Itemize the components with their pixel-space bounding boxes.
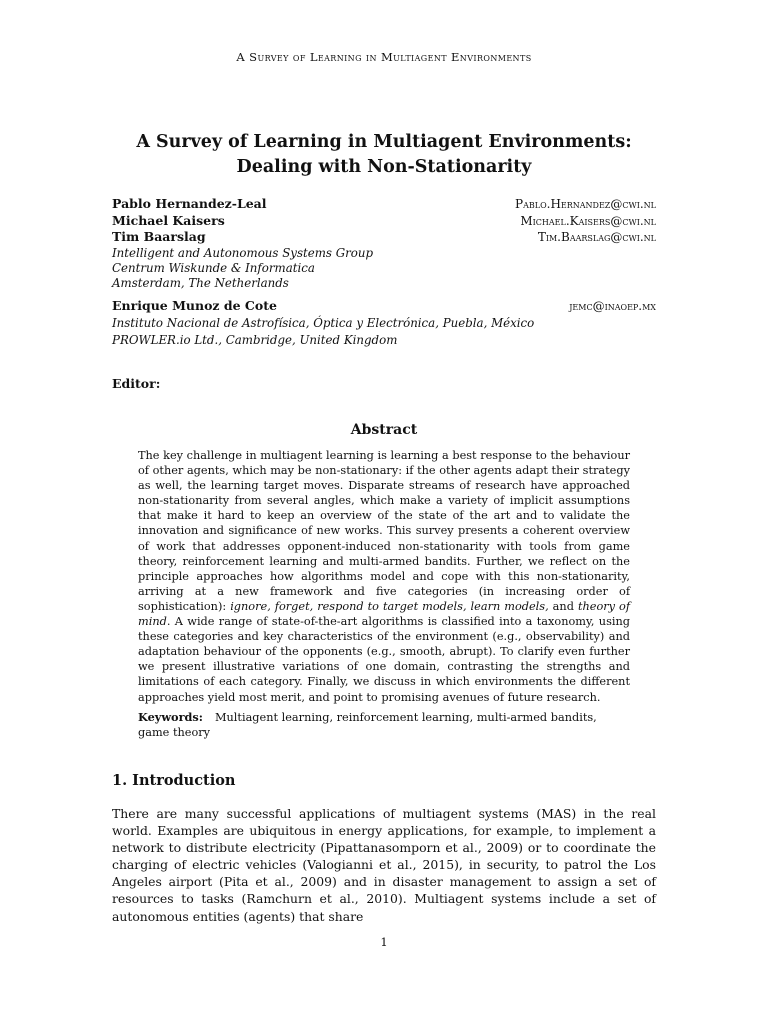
abstract-heading: Abstract	[350, 422, 418, 438]
paper-title	[112, 130, 656, 180]
author-email[interactable]: jemc@inaoep.mx	[569, 299, 656, 313]
keywords	[138, 710, 630, 740]
abstract-theory-of-mind: theory of mind	[138, 599, 631, 629]
affiliation-line: Instituto Nacional de Astrofísica, Óptica y Electrónica, Puebla, México	[112, 315, 535, 330]
author-row	[112, 196, 656, 213]
page-number: 1	[380, 935, 388, 949]
author-name: Tim Baarslag	[112, 229, 206, 244]
author-email[interactable]: Michael.Kaisers@cwi.nl	[520, 213, 656, 228]
author-name: Pablo Hernandez-Leal	[112, 196, 267, 211]
title-line-1: A Survey of Learning in Multiagent Environments:	[136, 132, 632, 152]
affiliation-line: Centrum Wiskunde & Informatica	[112, 260, 315, 275]
author-block-2	[112, 298, 656, 349]
introduction-text: There are many successful applications of multiagent systems (MAS) in the real world. Examples are ubiquitous in energy applications, for example, to implement a network to distribute electricity (Pipattanasomporn et al., 2009) or to coordinate the charging of electric vehicles (Valogianni et al., 2015), in security, to patrol the Los Angeles airport (Pita et al., 2009) and in disaster management to assign a set of resources to tasks (Ramchurn et al., 2010). Multiagent systems include a set of autonomous entities (agents) that share	[112, 806, 656, 924]
running-head: A Survey of Learning in Multiagent Environments	[236, 50, 532, 64]
abstract-text	[138, 448, 630, 705]
abstract-text-part: . A wide range of state-of-the-art algorithms is classified into a taxonomy, using these categories and key characteristics of the environment (e.g., observability) and adaptation behaviour of the opponents (e.g., smooth, abrupt). To clarify even further we present illustrative variations of one domain, contrasting the strengths and limitations of each category. Finally, we discuss in which environments the different approaches yield most merit, and point to promising avenues of future research.	[138, 615, 630, 704]
abstract-text-part: The key challenge in multiagent learning is learning a best response to the behaviour of other agents, which may be non-stationary: if the other agents adapt their strategy as well, the learning target moves. Disparate streams of research have approached non-stationarity from several angles, which make a variety of implicit assumptions that make it hard to keep an overview of the state of the art and to validate the innovation and significance of new works. This survey presents a coherent overview of work that addresses opponent-induced non-stationarity with tools from game theory, reinforcement learning and multi-armed bandits. Further, we reflect on the principle approaches how algorithms model and cope with this non-stationarity, arriving at a new framework and five categories (in increasing order of sophistication):	[138, 449, 630, 613]
keywords-label: Keywords:	[138, 710, 203, 724]
abstract-text-part: and	[548, 599, 578, 613]
editor-label: Editor:	[112, 376, 161, 391]
affiliation-line: Amsterdam, The Netherlands	[112, 275, 289, 290]
keywords-list: Multiagent learning, reinforcement learning, multi-armed bandits, game theory	[138, 711, 597, 740]
author-name: Enrique Munoz de Cote	[112, 298, 277, 313]
author-row	[112, 298, 656, 315]
author-block-1	[112, 196, 656, 291]
section-heading-introduction: 1. Introduction	[112, 772, 236, 789]
affiliation-line: Intelligent and Autonomous Systems Group	[112, 245, 374, 260]
author-email[interactable]: Pablo.Hernandez@cwi.nl	[515, 197, 656, 211]
author-row	[112, 213, 656, 230]
title-line-2: Dealing with Non-Stationarity	[236, 157, 532, 177]
abstract-categories: ignore, forget, respond to target models, learn models,	[230, 599, 549, 613]
author-name: Michael Kaisers	[112, 212, 225, 228]
author-row	[112, 229, 656, 246]
author-email[interactable]: Tim.Baarslag@cwi.nl	[537, 230, 656, 244]
affiliation-line: PROWLER.io Ltd., Cambridge, United Kingdom	[112, 332, 398, 347]
